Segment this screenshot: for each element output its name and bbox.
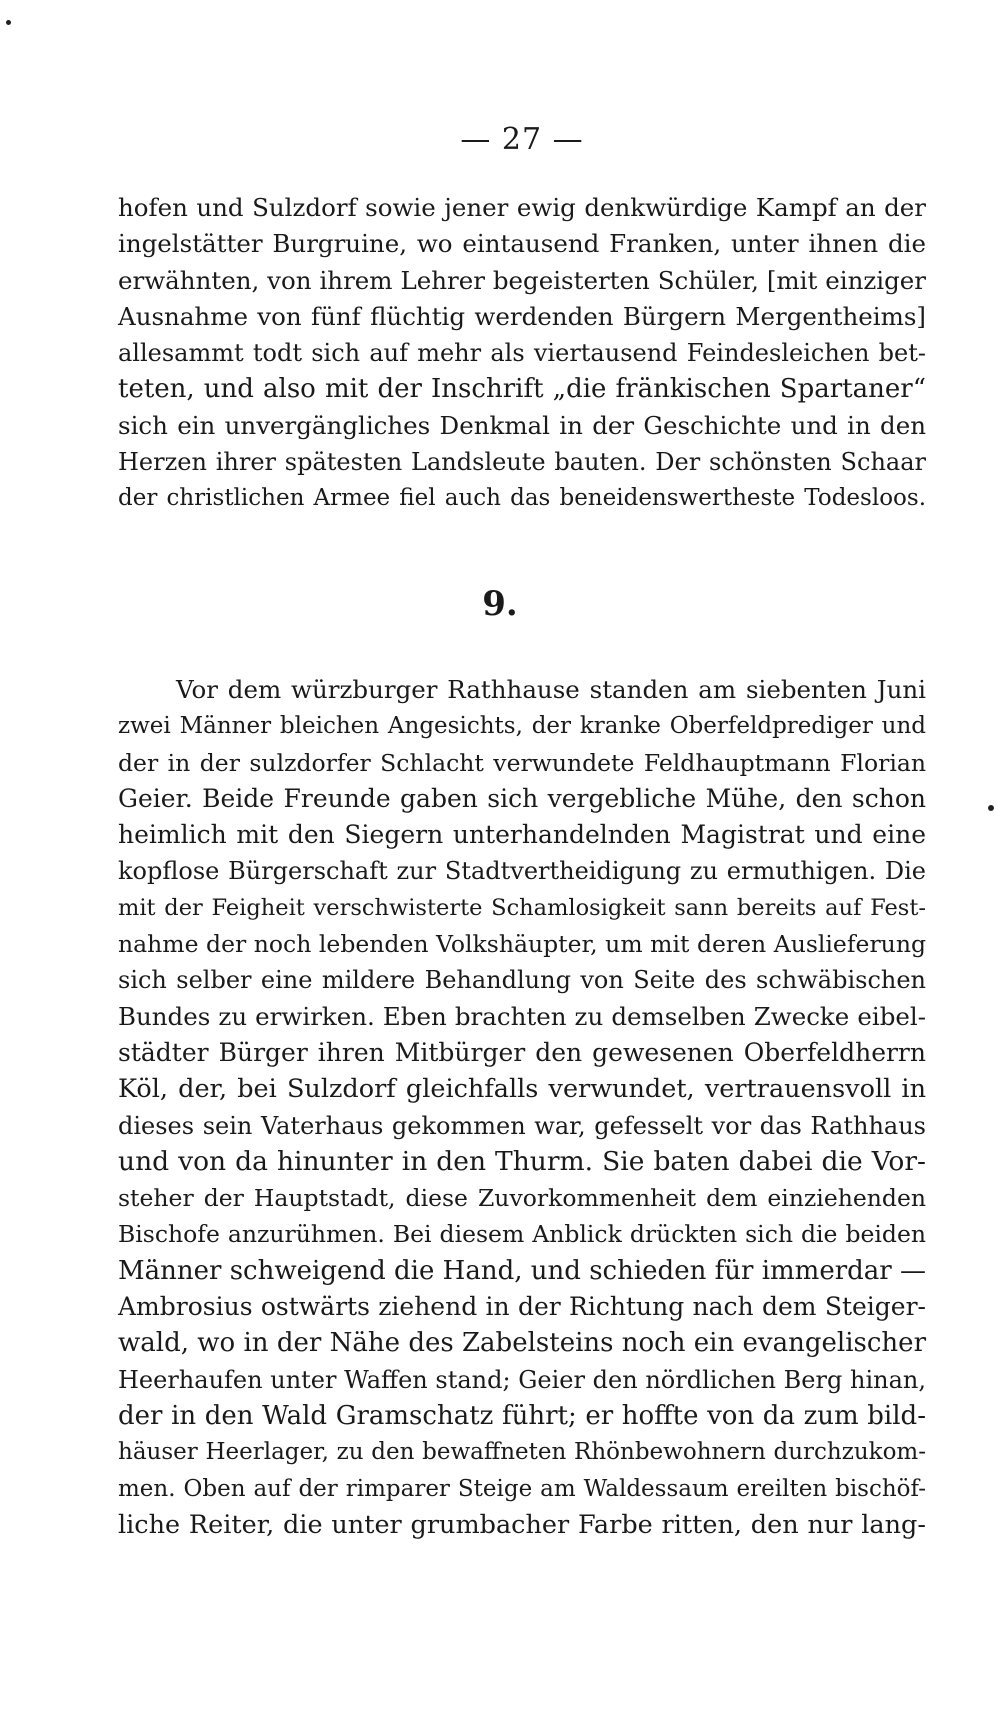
text-line: Ambrosius ostwärts ziehend in der Richtung nach dem Steiger-: [118, 1292, 926, 1322]
text-line: Bischofe anzurühmen. Bei diesem Anblick drückten sich die beiden: [118, 1220, 926, 1249]
text-line: Ausnahme von fünf flüchtig werdenden Bürgern Mergentheims]: [118, 301, 926, 331]
text-line: der in der sulzdorfer Schlacht verwundete Feldhauptmann Florian: [118, 748, 926, 777]
text-line: und von da hinunter in den Thurm. Sie baten dabei die Vor-: [118, 1145, 926, 1177]
text-line: Köl, der, bei Sulzdorf gleichfalls verwundet, vertrauensvoll in: [118, 1074, 926, 1105]
text-line: der in den Wald Gramschatz führt; er hoffte von da zum bild-: [118, 1400, 926, 1431]
text-line: men. Oben auf der rimparer Steige am Waldessaum ereilten bischöf-: [118, 1475, 926, 1502]
text-line: steher der Hauptstadt, diese Zuvorkommenheit dem einziehenden: [118, 1184, 926, 1213]
text-line: zwei Männer bleichen Angesichts, der kranke Oberfeldprediger und: [118, 713, 926, 740]
paragraph-section-9: [118, 672, 926, 1543]
paragraph-continued: [118, 190, 926, 517]
text-line: häuser Heerlager, zu den bewaffneten Rhönbewohnern durchzukom-: [118, 1439, 926, 1466]
text-line: sich selber eine mildere Behandlung von Seite des schwäbischen: [118, 966, 926, 995]
text-line: wald, wo in der Nähe des Zabelsteins noch ein evangelischer: [118, 1328, 926, 1359]
text-line: sich ein unvergängliches Denkmal in der Geschichte und in den: [118, 410, 926, 440]
text-line: teten, und also mit der Inschrift „die fränkischen Spartaner“: [118, 374, 926, 405]
text-line: liche Reiter, die unter grumbacher Farbe ritten, den nur lang-: [118, 1509, 926, 1540]
text-line: nahme der noch lebenden Volkshäupter, um mit deren Auslieferung: [118, 930, 926, 959]
text-line: Vor dem würzburger Rathhause standen am siebenten Juni: [176, 675, 926, 704]
text-line: kopflose Bürgerschaft zur Stadtvertheidigung zu ermuthigen. Die: [118, 857, 926, 886]
text-line: Bundes zu erwirken. Eben brachten zu demselben Zwecke eibel-: [118, 1001, 926, 1031]
text-line: allesammt todt sich auf mehr als viertausend Feindesleichen bet-: [118, 339, 926, 368]
page-header: [118, 118, 926, 162]
text-line: dieses sein Vaterhaus gekommen war, gefesselt vor das Rathhaus: [118, 1111, 926, 1140]
text-line: Heerhaufen unter Waffen stand; Geier den nördlichen Berg hinan,: [118, 1365, 926, 1394]
page-number: — 27 —: [460, 122, 584, 157]
text-line: Männer schweigend die Hand, und schieden für immerdar —: [118, 1255, 926, 1286]
text-line: städter Bürger ihren Mitbürger den gewesenen Oberfeldherrn: [118, 1037, 926, 1067]
text-line: Herzen ihrer spätesten Landsleute bauten. Der schönsten Schaar: [118, 448, 926, 477]
text-line: erwähnten, von ihrem Lehrer begeisterten Schüler, [mit einziger: [118, 265, 926, 295]
text-line: Geier. Beide Freunde gaben sich vergebliche Mühe, den schon: [118, 783, 926, 813]
section-number: 9.: [482, 584, 518, 624]
text-line: mit der Feigheit verschwisterte Schamlosigkeit sann bereits auf Fest-: [118, 894, 926, 921]
print-speck: [988, 805, 994, 811]
text-line: hofen und Sulzdorf sowie jener ewig denkwürdige Kampf an der: [118, 193, 926, 222]
text-line: heimlich mit den Siegern unterhandelnden Magistrat und eine: [118, 820, 926, 850]
print-speck: [6, 20, 11, 25]
text-line: ingelstätter Burgruine, wo eintausend Franken, unter ihnen die: [118, 229, 926, 259]
text-line: der christlichen Armee fiel auch das beneidenswertheste Todesloos.: [118, 485, 926, 512]
